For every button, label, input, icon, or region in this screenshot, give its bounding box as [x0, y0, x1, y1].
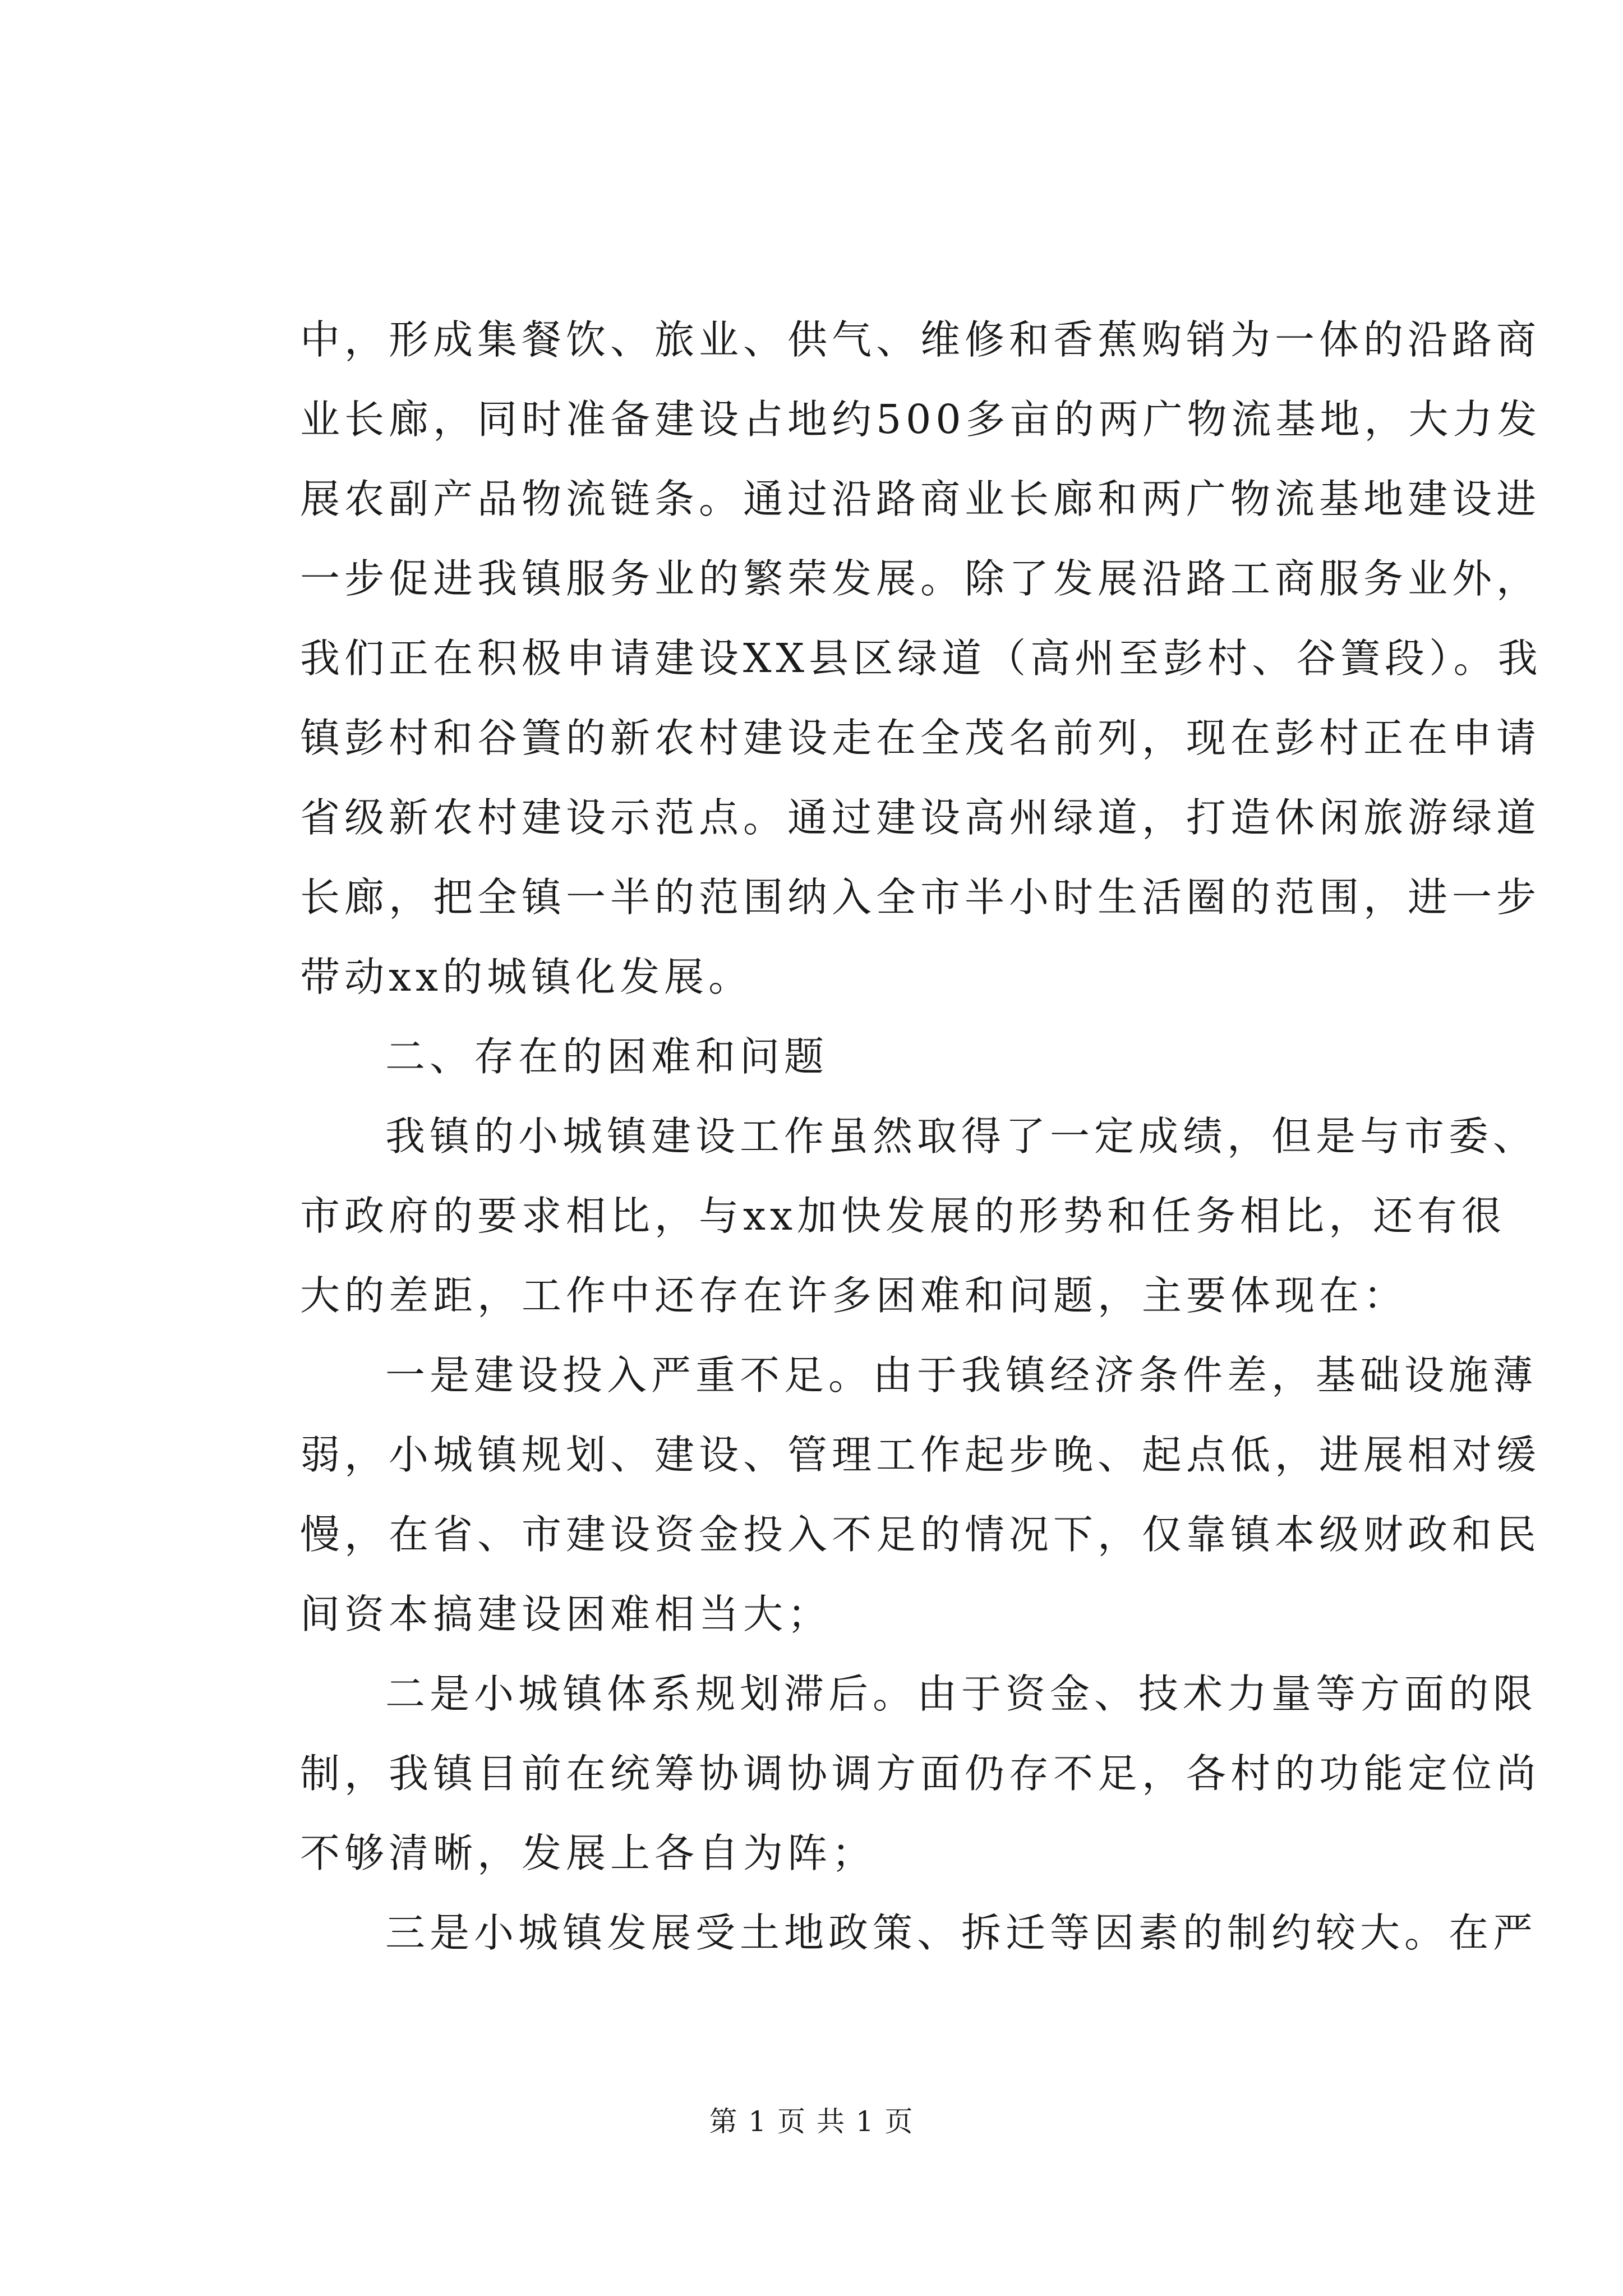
text-line: 一是建设投入严重不足。由于我镇经济条件差，基础设施薄 — [385, 1352, 1538, 1398]
text-line: 镇彭村和谷簀的新农村建设走在全茂名前列，现在彭村正在申请 — [300, 715, 1541, 761]
text-line: 带动xx的城镇化发展。 — [300, 954, 753, 1000]
text-line: 不够清晰，发展上各自为阵； — [300, 1830, 877, 1876]
text-line: 我镇的小城镇建设工作虽然取得了一定成绩，但是与市委、 — [385, 1113, 1538, 1159]
text-line: 三是小城镇发展受土地政策、拆迁等因素的制约较大。在严 — [385, 1910, 1538, 1956]
text-line: 弱，小城镇规划、建设、管理工作起步晚、起点低，进展相对缓 — [300, 1432, 1541, 1478]
text-line: 中，形成集餐饮、旅业、供气、维修和香蕉购销为一体的沿路商 — [300, 316, 1541, 363]
text-line: 省级新农村建设示范点。通过建设高州绿道，打造休闲旅游绿道 — [300, 794, 1541, 841]
text-line: 长廊，把全镇一半的范围纳入全市半小时生活圈的范围，进一步 — [300, 874, 1541, 921]
text-line: 制，我镇目前在统筹协调协调方面仍存不足，各村的功能定位尚 — [300, 1750, 1541, 1797]
text-line: 大的差距，工作中还存在许多困难和问题，主要体现在： — [300, 1272, 1408, 1319]
document-body — [300, 300, 1542, 1973]
text-line: 二是小城镇体系规划滞后。由于资金、技术力量等方面的限 — [385, 1671, 1538, 1717]
page-footer: 第 1 页 共 1 页 — [709, 2105, 914, 2138]
text-line: 间资本搞建设困难相当大； — [300, 1591, 832, 1637]
text-line: 我们正在积极申请建设XX县区绿道（高州至彭村、谷簀段）。我 — [300, 635, 1542, 682]
text-line: 二、存在的困难和问题 — [385, 1033, 829, 1080]
text-line: 展农副产品物流链条。通过沿路商业长廊和两广物流基地建设进 — [300, 476, 1541, 522]
text-line: 一步促进我镇服务业的繁荣发展。除了发展沿路工商服务业外， — [300, 555, 1541, 602]
text-line: 市政府的要求相比，与xx加快发展的形势和任务相比，还有很 — [300, 1193, 1506, 1239]
text-line: 业长廊，同时准备建设占地约500多亩的两广物流基地，大力发 — [300, 396, 1542, 443]
text-line: 慢，在省、市建设资金投入不足的情况下，仅靠镇本级财政和民 — [300, 1511, 1541, 1558]
